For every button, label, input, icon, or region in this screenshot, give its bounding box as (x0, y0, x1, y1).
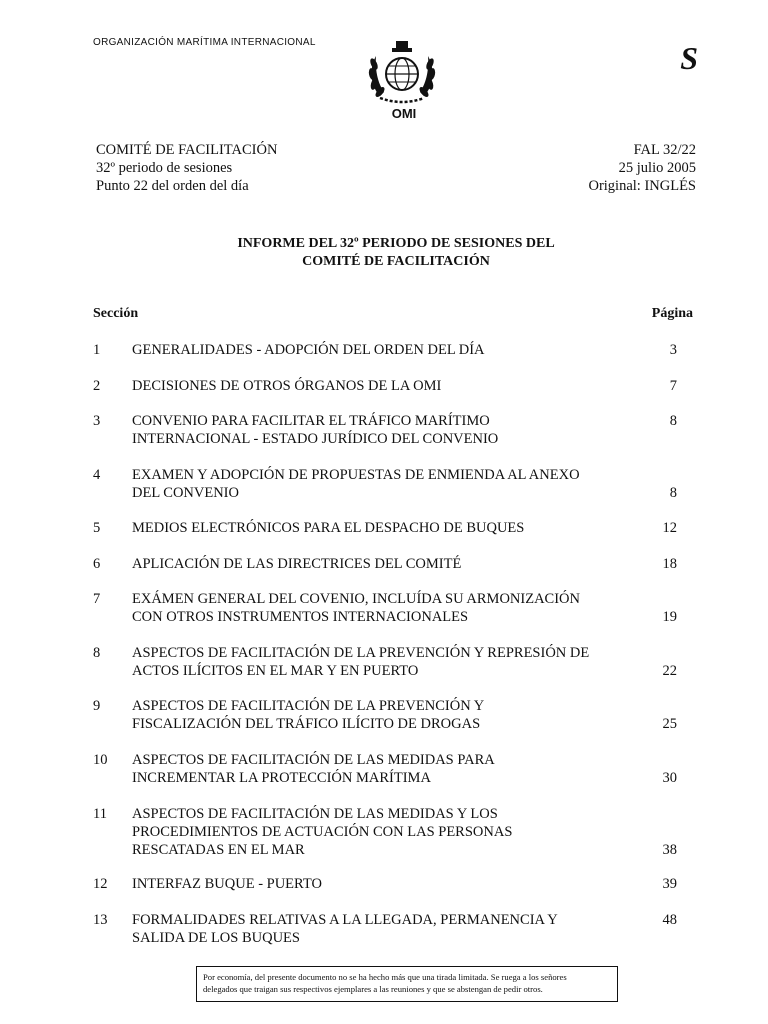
toc-row (93, 875, 693, 893)
omi-acronym: OMI (391, 106, 417, 121)
toc-section-title-line: ASPECTOS DE FACILITACIÓN DE LA PREVENCIÓN Y (132, 698, 485, 714)
toc-section-title-line: ASPECTOS DE FACILITACIÓN DE LAS MEDIDAS Y LOS (132, 806, 498, 822)
toc-section-title (132, 911, 632, 947)
meta-left (96, 141, 277, 195)
toc-section-title (132, 377, 632, 395)
toc-section-number: 11 (93, 806, 107, 822)
toc-section-title-line: CONVENIO PARA FACILITAR EL TRÁFICO MARÍTIMO (132, 413, 490, 429)
toc-page-number: 8 (669, 485, 677, 501)
toc-row (93, 377, 693, 395)
meta-right (588, 141, 696, 195)
language-code: S (680, 40, 698, 76)
toc-section-title-line: SALIDA DE LOS BUQUES (132, 930, 300, 946)
toc-row (93, 519, 693, 537)
toc-page-number: 38 (662, 842, 677, 858)
toc-page-number: 19 (662, 609, 677, 625)
toc-section-title-line: ACTOS ILÍCITOS EN EL MAR Y EN PUERTO (132, 663, 419, 679)
toc-section-number: 1 (93, 342, 101, 358)
toc-section-title-line: APLICACIÓN DE LAS DIRECTRICES DEL COMITÉ (132, 556, 462, 572)
toc-section-title (132, 341, 632, 359)
toc-section-title-line: INTERFAZ BUQUE - PUERTO (132, 876, 322, 892)
toc-section-title-line: DECISIONES DE OTROS ÓRGANOS DE LA OMI (132, 378, 442, 394)
original-language: Original: INGLÉS (588, 178, 696, 194)
toc-section-title-line: FORMALIDADES RELATIVAS A LA LLEGADA, PERMANENCIA Y (132, 912, 558, 928)
page-column-header: Página (651, 306, 693, 321)
toc-section-title-line: RESCATADAS EN EL MAR (132, 842, 305, 858)
distribution-notice (196, 966, 618, 1002)
toc-section-title-line: INTERNACIONAL - ESTADO JURÍDICO DEL CONVENIO (132, 431, 499, 447)
document-reference: FAL 32/22 (633, 142, 696, 158)
document-date: 25 julio 2005 (618, 160, 696, 176)
toc-row (93, 751, 693, 787)
organization-name: ORGANIZACIÓN MARÍTIMA INTERNACIONAL (93, 37, 316, 48)
toc-row (93, 911, 693, 947)
toc-section-title-line: GENERALIDADES - ADOPCIÓN DEL ORDEN DEL DÍA (132, 342, 485, 358)
report-title-line-2: COMITÉ DE FACILITACIÓN (302, 254, 490, 269)
toc-page-number: 12 (662, 520, 677, 536)
toc-section-number: 9 (93, 698, 101, 714)
toc-row (93, 555, 693, 573)
toc-page-number: 8 (669, 413, 677, 429)
agenda-item: Punto 22 del orden del día (96, 178, 249, 194)
toc-section-title-line: ASPECTOS DE FACILITACIÓN DE LA PREVENCIÓN Y REPRESIÓN DE (132, 645, 590, 661)
toc-section-number: 5 (93, 520, 101, 536)
toc-row (93, 697, 693, 733)
toc-page-number: 22 (662, 663, 677, 679)
toc-section-title-line: MEDIOS ELECTRÓNICOS PARA EL DESPACHO DE BUQUES (132, 520, 525, 536)
toc-section-number: 3 (93, 413, 101, 429)
section-column-header: Sección (93, 306, 139, 321)
toc-section-title (132, 751, 632, 787)
toc-page-number: 18 (662, 556, 677, 572)
toc-page-number: 48 (662, 912, 677, 928)
toc-section-title (132, 466, 632, 502)
toc-section-number: 6 (93, 556, 101, 572)
toc-section-number: 2 (93, 378, 101, 394)
toc-section-title (132, 697, 632, 733)
toc-section-title-line: PROCEDIMIENTOS DE ACTUACIÓN CON LAS PERSONAS (132, 824, 513, 840)
toc-row (93, 412, 693, 448)
toc-section-title-line: CON OTROS INSTRUMENTOS INTERNACIONALES (132, 609, 469, 625)
committee-name: COMITÉ DE FACILITACIÓN (96, 142, 278, 158)
toc-section-title-line: EXÁMEN GENERAL DEL COVENIO, INCLUÍDA SU ARMONIZACIÓN (132, 591, 580, 607)
toc-row (93, 590, 693, 626)
report-title-line-1: INFORME DEL 32º PERIODO DE SESIONES DEL (237, 236, 555, 251)
toc-page-number: 39 (662, 876, 677, 892)
toc-page-number: 25 (662, 716, 677, 732)
toc-section-title (132, 644, 632, 680)
toc-section-title (132, 875, 632, 893)
toc-section-title-line: FISCALIZACIÓN DEL TRÁFICO ILÍCITO DE DROGAS (132, 716, 481, 732)
distribution-notice-line-1: Por economía, del presente documento no se ha hecho más que una tirada limitada. Se ruega a los señores (203, 972, 567, 982)
toc-section-number: 7 (93, 591, 101, 607)
report-title (96, 235, 696, 271)
toc-section-number: 13 (93, 912, 108, 928)
toc-row (93, 341, 693, 359)
toc-page-number: 7 (669, 378, 677, 394)
toc-row (93, 466, 693, 502)
toc-section-number: 8 (93, 645, 101, 661)
session-info: 32º periodo de sesiones (96, 160, 233, 176)
toc-section-number: 4 (93, 467, 101, 483)
toc-section-title (132, 805, 632, 859)
toc-page-number: 3 (669, 342, 677, 358)
toc-section-title (132, 519, 632, 537)
toc-row (93, 805, 693, 859)
toc-section-title-line: INCREMENTAR LA PROTECCIÓN MARÍTIMA (132, 770, 431, 786)
distribution-notice-line-2: delegados que traigan sus respectivos ejemplares a las reuniones y que se abstengan de pedir otros. (203, 984, 543, 994)
imo-emblem-icon (366, 38, 438, 104)
toc-section-title-line: EXAMEN Y ADOPCIÓN DE PROPUESTAS DE ENMIENDA AL ANEXO (132, 467, 580, 483)
toc-section-number: 12 (93, 876, 108, 892)
toc-row (93, 644, 693, 680)
toc-page-number: 30 (662, 770, 677, 786)
toc-section-title (132, 555, 632, 573)
toc-section-title (132, 412, 632, 448)
toc-section-title (132, 590, 632, 626)
toc-section-title-line: DEL CONVENIO (132, 485, 239, 501)
toc-section-title-line: ASPECTOS DE FACILITACIÓN DE LAS MEDIDAS PARA (132, 752, 495, 768)
toc-section-number: 10 (93, 752, 108, 768)
